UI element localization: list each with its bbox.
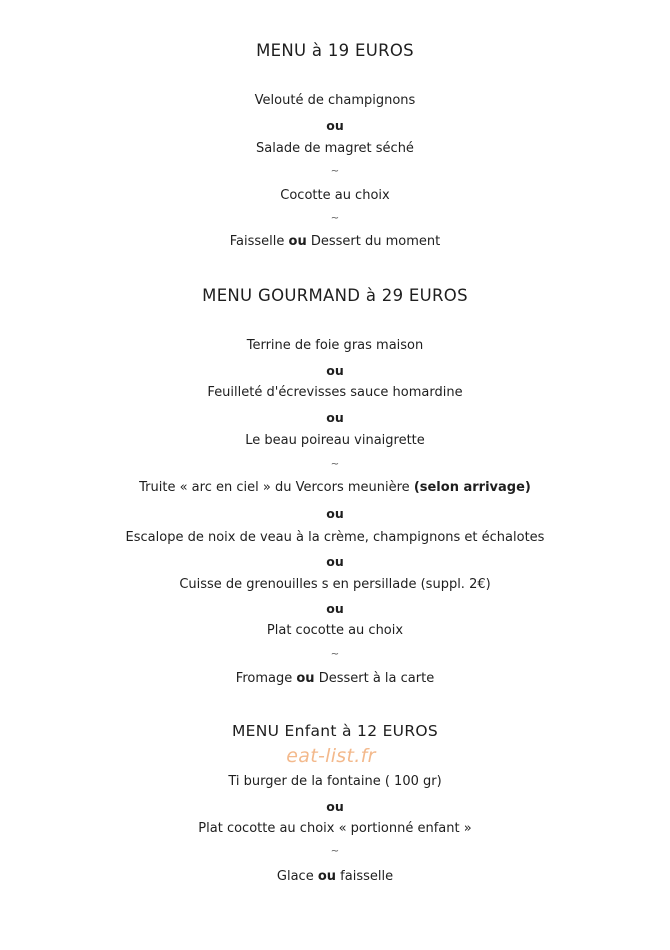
enfant-dessert-faisselle: faisselle: [340, 869, 394, 884]
gourmand-dessert-fromage: Fromage: [235, 671, 293, 686]
menu-19-dessert-or: ou: [288, 234, 307, 249]
gourmand-truite-note: (selon arrivage): [413, 480, 531, 495]
gourmand-item-truite-line: [0, 479, 670, 497]
menu-19-dessert-line: [0, 233, 670, 251]
menu-19-separator-1: ~: [330, 166, 340, 177]
menu-19-title: MENU à 19 EUROS: [256, 41, 414, 60]
menu-19-dessert-moment: Dessert du moment: [310, 234, 441, 249]
menu-gourmand-title: MENU GOURMAND à 29 EUROS: [202, 286, 468, 305]
enfant-item-cocotte: Plat cocotte au choix « portionné enfant »: [198, 821, 472, 836]
gourmand-item-escalope: Escalope de noix de veau à la crème, champignons et échalotes: [125, 530, 545, 545]
watermark-logo: eat-list.fr: [286, 745, 376, 767]
menu-19-item-veloute: Velouté de champignons: [254, 93, 416, 108]
menu-19-item-salade: Salade de magret séché: [256, 141, 414, 156]
gourmand-or-2: ou: [326, 410, 344, 425]
menu-19-item-cocotte: Cocotte au choix: [280, 188, 390, 203]
gourmand-item-cocotte: Plat cocotte au choix: [266, 623, 404, 638]
gourmand-or-1: ou: [326, 363, 344, 378]
gourmand-separator-1: ~: [330, 459, 340, 470]
enfant-dessert-glace: Glace: [276, 869, 314, 884]
gourmand-dessert-or: ou: [296, 671, 315, 686]
enfant-dessert-line: [0, 868, 670, 886]
gourmand-item-grenouilles: Cuisse de grenouilles s en persillade (suppl. 2€): [179, 577, 491, 592]
enfant-or-1: ou: [326, 799, 344, 814]
enfant-dessert-or: ou: [317, 869, 337, 884]
menu-19-dessert-faisselle: Faisselle: [229, 234, 285, 249]
gourmand-item-terrine: Terrine de foie gras maison: [246, 338, 424, 353]
gourmand-dessert-line: [0, 670, 670, 688]
gourmand-item-truite: Truite « arc en ciel » du Vercors meunière: [139, 480, 410, 495]
menu-19-separator-2: ~: [330, 213, 340, 224]
gourmand-item-poireau: Le beau poireau vinaigrette: [245, 433, 425, 448]
gourmand-separator-2: ~: [330, 649, 340, 660]
enfant-item-burger: Ti burger de la fontaine ( 100 gr): [228, 774, 442, 789]
menu-19-or-1: ou: [326, 118, 344, 133]
gourmand-item-feuillete: Feuilleté d'écrevisses sauce homardine: [207, 385, 463, 400]
gourmand-or-3: ou: [326, 506, 344, 521]
enfant-separator-1: ~: [330, 846, 340, 857]
gourmand-dessert-carte: Dessert à la carte: [318, 671, 435, 686]
gourmand-or-4: ou: [326, 554, 344, 569]
menu-enfant-title: MENU Enfant à 12 EUROS: [231, 722, 439, 740]
gourmand-or-5: ou: [326, 601, 344, 616]
